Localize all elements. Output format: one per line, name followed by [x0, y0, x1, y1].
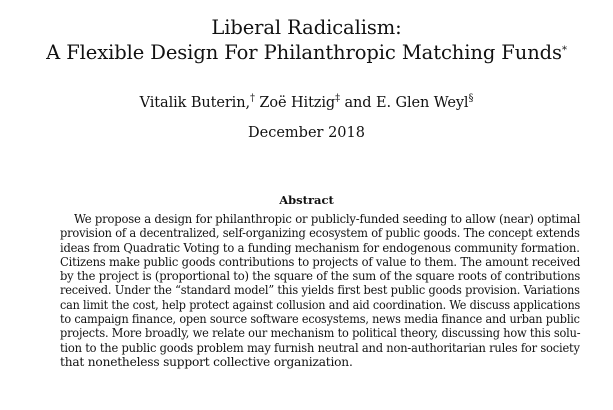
- abstract-heading: Abstract: [279, 193, 334, 207]
- author-name: E. Glen Weyl: [375, 95, 469, 111]
- title-footnote-mark[interactable]: *: [561, 45, 567, 56]
- abstract-line: tion to the public goods problem may furnish neutral and non-authoritarian rules for society: [60, 340, 580, 355]
- abstract-line: [60, 212, 581, 226]
- abstract-line: that nonetheless support collective organization.: [60, 354, 353, 369]
- author-name: Zoë Hitzig: [259, 95, 336, 111]
- title-line-2: [0, 40, 613, 65]
- author-footnote-mark[interactable]: §: [468, 93, 474, 104]
- abstract-line: can limit the cost, help protect against collusion and aid coordination. We discuss applications: [60, 297, 581, 312]
- paper-title: [0, 15, 613, 65]
- publication-date: December 2018: [248, 125, 365, 141]
- title-line-2-text: A Flexible Design For Philanthropic Matching Funds: [46, 41, 562, 64]
- author-separator: ,: [245, 95, 250, 111]
- abstract-line: Citizens make public goods contributions to projects of value to them. The amount received: [60, 254, 581, 269]
- abstract-line: by the project is (proportional to) the square of the sum of the square roots of contributions: [60, 269, 581, 284]
- author-separator: and: [344, 95, 372, 111]
- abstract-line: provision of a decentralized, self-organizing ecosystem of public goods. The concept extends: [60, 226, 580, 241]
- author-list: [0, 94, 613, 112]
- abstract-body: [60, 212, 580, 369]
- abstract-line: received. Under the “standard model” this yields first best public goods provision. Variations: [60, 283, 580, 298]
- author-footnote-mark[interactable]: ‡: [335, 93, 340, 104]
- abstract-line-text: We propose a design for philanthropic or publicly-funded seeding to allow (near) optimal: [73, 212, 581, 226]
- abstract-line: ideas from Quadratic Voting to a funding mechanism for endogenous community formation.: [60, 240, 580, 255]
- abstract-line: to campaign finance, open source software ecosystems, news media finance and urban public: [60, 312, 580, 327]
- author-footnote-mark[interactable]: †: [249, 93, 255, 104]
- title-line-1: Liberal Radicalism:: [211, 16, 402, 39]
- author-name: Vitalik Buterin: [139, 95, 246, 111]
- abstract-line: projects. More broadly, we relate our mechanism to political theory, discussing how this solu-: [60, 326, 581, 341]
